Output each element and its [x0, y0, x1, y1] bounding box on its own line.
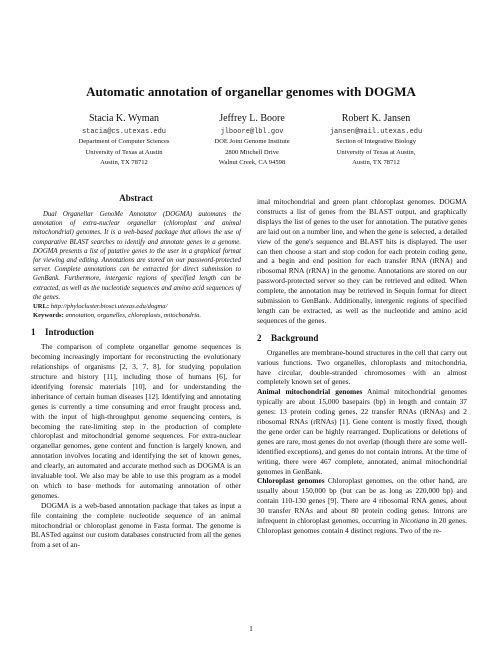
author-affiliation: Austin, TX 78712 — [352, 159, 400, 167]
chloro-text-italic: Nicotiana — [400, 516, 430, 526]
background-paragraph-1: Organelles are membrane-bound structures in the cell that carry out various functions. Two organelles, chloroplasts and mitochondria, have circular, double-stranded chromosomes with an almost completely known set of genes. — [257, 347, 467, 387]
keywords-label: Keywords: — [33, 312, 64, 320]
author-affiliation: Austin, TX 78712 — [100, 159, 148, 167]
chloro-text-b: in 20 genes. Chloroplast genomes contain 4 distinct regions. Two of the re- — [257, 516, 467, 535]
mito-paragraph — [257, 387, 467, 476]
author-name: Jeffrey L. Boore — [219, 113, 285, 124]
section-title: Background — [271, 332, 319, 343]
author-affiliation: Section of Integrative Biology — [335, 138, 417, 146]
intro-paragraph-2: DOGMA is a web-based annotation package that takes as input a file containing the complete nucleotide sequence of an animal mitochondrial or chloroplast genome in Fasta format. The genome is BLASTed against our custom databases constructed from all the genes from a set of an- — [31, 500, 241, 550]
keywords-line — [33, 311, 241, 320]
author-email: stacia@cs.utexas.edu — [81, 127, 166, 136]
subheading-chloro: Chloroplast genomes — [257, 476, 325, 486]
author-name: Stacia K. Wyman — [88, 113, 160, 124]
keywords-text: annotation, organelles, chloroplasts, mitochondria. — [65, 312, 202, 320]
author-email: jansen@mail.utexas.edu — [329, 127, 423, 136]
section-heading-background — [257, 334, 467, 344]
author-affiliation: 2800 Mitchell Drive — [225, 148, 279, 156]
abstract-url-line — [33, 302, 241, 311]
subheading-mito: Animal mitochondrial genomes — [257, 387, 363, 397]
abstract-text: Dual Organellar GenoMe Annotator (DOGMA) automates the annotation of extra-nuclear organellar (chloroplast and animal mitochondrial) genomes. It is a web-based package that allows the use of comparative BLAST searches to identify and annotate genes in a genome. DOGMA presents a list of putative genes to the user in a graphical format for viewing and editing. Annotations are stored on our password-protected server. Complete annotations can be extracted for direct submission to GenBank. Furthermore, intergenic regions of specified length can be extracted, as well as the nucleotide sequences and amino acid sequences of the genes. — [33, 210, 241, 301]
url-label: URL: — [33, 302, 50, 310]
author-affiliation: Department of Computer Sciences — [78, 138, 170, 146]
author-affiliation: University of Texas at Austin, — [336, 148, 416, 156]
author-affiliation: Walnut Creek, CA 94598 — [218, 159, 286, 167]
right-column — [257, 197, 467, 536]
intro-paragraph-1: The comparison of complete organellar genome sequences is becoming increasingly important for reconstructing the evolutionary relationships of organisms [2, 3, 7, 8], for studying population structure and history [11], including those of humans [6], for identifying forensic materials [10], and for understanding the inheritance of certain human diseases [12]. Identifying and annotating genes is currently a time consuming and error fraught process and, with the input of high-throughput genome sequencing centers, is becoming the rate-limiting step in the production of complete chloroplast and mitochondrial genome sequences. For extra-nuclear organellar genomes, gene content and function is largely known, and annotation involves locating and identifying the set of known genes, and clearly, an automated and accurate method such as DOGMA is an invaluable tool. We also may be able to use this program as a model on which to base methods for automating annotation of other genomes. — [31, 342, 241, 500]
paper-title: Automatic annotation of organellar genomes with DOGMA — [86, 84, 416, 99]
author-email: jlboore@lbl.gov — [220, 127, 284, 136]
mito-text: Animal mitochondrial genomes typically are about 15,000 basepairs (bp) in length and contain 37 genes: 13 protein coding genes, 22 transfer RNAs (tRNAs) and 2 ribosomal RNAs (rRNAs) [1]. Gene content is mostly fixed, though the gene order can be highly rearranged. Duplications or deletions of genes are rare, most genes do not overlap (though there are some well-identified exceptions), and genes do not contain introns. At the time of writing, there were 467 complete, annotated, animal mitochondrial genomes in GenBank. — [257, 387, 467, 476]
section-title: Introduction — [45, 327, 94, 338]
chloro-paragraph — [257, 476, 467, 535]
left-column — [31, 194, 241, 550]
author-affiliation: DOE Joint Genome Institute — [214, 138, 290, 146]
chloro-text-a: Chloroplast genomes, on the other hand, are usually about 150,000 bp (but can be as long as 220,000 bp) and contain 110-130 genes [9]. There are 4 ribosomal RNA genes, about 30 transfer RNAs and about 80 protein coding genes. Introns are infrequent in chloroplast genomes, occurring in — [257, 476, 467, 526]
page-number: 1 — [249, 624, 253, 633]
abstract-heading: Abstract — [119, 193, 153, 203]
right-paragraph-continued: imal mitochondrial and green plant chloroplast genomes. DOGMA constructs a list of genes from the BLAST output, and graphically displays the list of genes to the user for annotation. The putative genes are laid out on a number line, and when the gene is selected, a detailed view of the gene's sequence and BLAST hits is displayed. The user can then choose a start and stop codon for each protein coding gene, and a begin and end position for each transfer RNA (tRNA) and ribosomal RNA (rRNA) in the genome. Annotations are stored on our password-protected server so they can be retrieved and edited. When complete, the annotation may be retrieved in Sequin format for direct submission to GenBank. Additionally, intergenic regions of specified length can be extracted, as well as the nucleotide and amino acid sequences of the genes. — [257, 197, 467, 325]
url-link[interactable]: http://phylocluster.biosci.utexas.edu/dogma/ — [50, 302, 168, 310]
author-block-3 — [301, 114, 451, 169]
author-name: Robert K. Jansen — [341, 113, 411, 124]
section-number: 1 — [31, 327, 36, 338]
author-affiliation: University of Texas at Austin — [85, 148, 163, 156]
section-heading-introduction — [31, 328, 241, 338]
section-number: 2 — [257, 332, 262, 343]
